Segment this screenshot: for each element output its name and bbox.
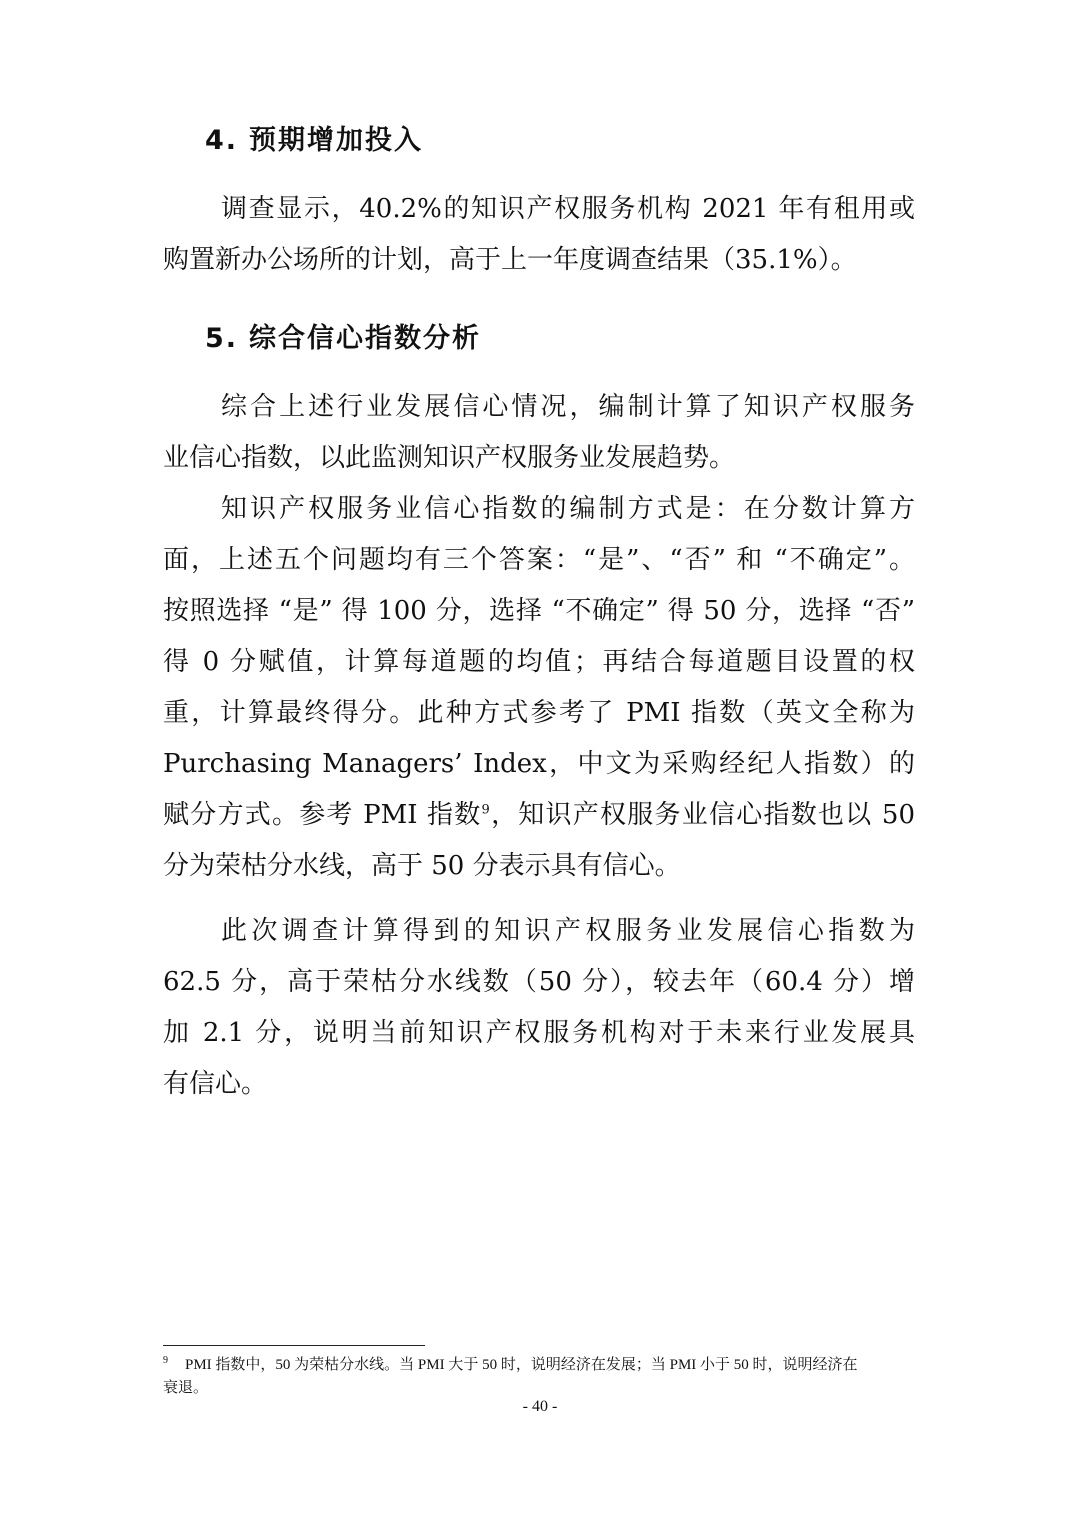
footnote-text-line: PMI 指数中，50 为荣枯分水线。当 PMI 大于 50 时，说明经济在发展；当 PMI 小于 50 时，说明经济在 [185, 1357, 858, 1373]
text-line: 此次调查计算得到的知识产权服务业发展信心指数为 [221, 916, 915, 946]
text-line-with-footnote [163, 790, 915, 841]
text-line: 调查显示，40.2%的知识产权服务机构 2021 年有租用或 [221, 194, 915, 224]
footnote-divider [163, 1345, 425, 1346]
text-line: 分为荣枯分水线，高于 50 分表示具有信心。 [163, 851, 681, 881]
text-line: 购置新办公场所的计划，高于上一年度调查结果（35.1%）。 [163, 245, 857, 275]
section-title: 综合信心指数分析 [249, 323, 481, 354]
text-line: 按照选择 “是” 得 100 分，选择 “不确定” 得 50 分，选择 “否” [163, 596, 915, 626]
section-title: 预期增加投入 [249, 125, 423, 156]
text-segment: 赋分方式。参考 PMI 指数 [163, 800, 482, 830]
text-segment: ，知识产权服务业信心指数也以 50 [489, 800, 915, 830]
text-line: 综合上述行业发展信心情况，编制计算了知识产权服务 [221, 392, 915, 422]
section-number: 4. [205, 125, 239, 156]
footnote: 9 PMI 指数中，50 为荣枯分水线。当 PMI 大于 50 时，说明经济在发展；当 PMI 小于 50 时，说明经济在 衰退。 [163, 1355, 858, 1396]
paragraph-index-purpose [163, 382, 915, 484]
section-number: 5. [205, 323, 239, 354]
paragraph-office-plans [163, 184, 915, 286]
footnote-reference[interactable]: 9 [481, 802, 490, 818]
page-number: - 40 - [522, 1398, 558, 1415]
paragraph-index-result [163, 906, 915, 1110]
text-line: 重，计算最终得分。此种方式参考了 PMI 指数（英文全称为 [163, 698, 915, 728]
footnote-text-line: 衰退。 [163, 1380, 209, 1396]
text-line: 面，上述五个问题均有三个答案：“是”、“否” 和 “不确定”。 [163, 545, 915, 575]
text-line: 业信心指数，以此监测知识产权服务业发展趋势。 [163, 443, 736, 473]
text-line: 得 0 分赋值，计算每道题的均值；再结合每道题目设置的权 [163, 647, 915, 677]
section-heading-4 [205, 118, 423, 157]
text-line: 加 2.1 分，说明当前知识产权服务机构对于未来行业发展具 [163, 1018, 915, 1048]
text-line: 62.5 分，高于荣枯分水线数（50 分），较去年（60.4 分）增 [163, 967, 915, 997]
text-line: Purchasing Managers’ Index，中文为采购经纪人指数）的 [163, 749, 915, 779]
section-heading-5 [205, 316, 481, 355]
text-line: 有信心。 [163, 1069, 268, 1099]
paragraph-index-method [163, 484, 915, 892]
text-line: 知识产权服务业信心指数的编制方式是：在分数计算方 [221, 494, 915, 524]
